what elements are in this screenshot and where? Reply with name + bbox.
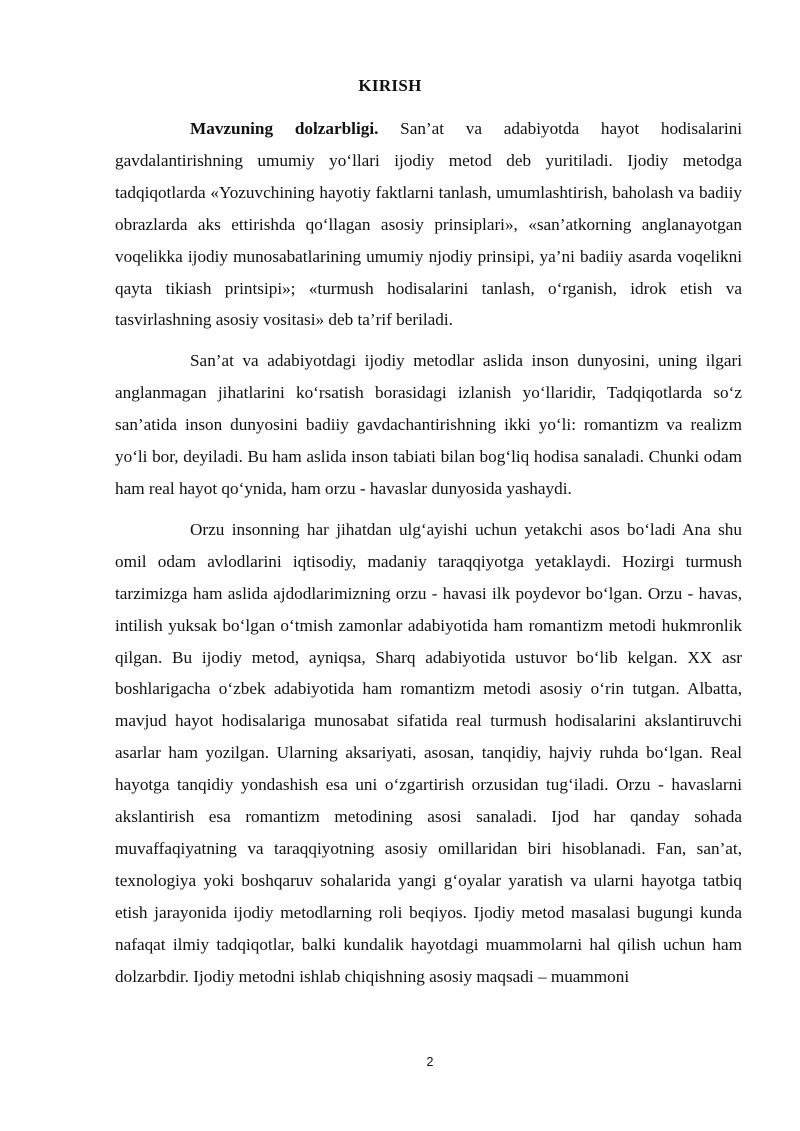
body-text xyxy=(115,113,742,992)
paragraph-lead: Mavzuning dolzarbligi. xyxy=(190,119,379,138)
paragraph-methods xyxy=(115,345,742,505)
page-number: 2 xyxy=(426,1055,434,1069)
paragraph-text: San’at va adabiyotdagi ijodiy metodlar aslida inson dunyosini, uning ilgari anglanmagan jihatlarini ko‘rsatish borasidagi izlanish yo‘llaridir, Tadqiqotlarda so‘z san’atida inson dunyosini badiiy gavdachantirishning ikki yo‘li: romantizm va realizm yo‘li bor, deyiladi. Bu ham aslida inson tabiati bilan bog‘liq hodisa sanaladi. Chunki odam ham real hayot qo‘ynida, ham orzu - havaslar dunyosida yashaydi. xyxy=(115,351,742,498)
paragraph-text: San’at va adabiyotda hayot hodisalarini gavdalantirishning umumiy yo‘llari ijodiy metod deb yuritiladi. Ijodiy metodga tadqiqotlarda «Yozuvchining hayotiy faktlarni tanlash, umumlashtirish, baholash va badiiy obrazlarda aks ettirishda qo‘llagan asosiy prinsiplari», «san’atkorning anglanayotgan voqelikka ijodiy munosabatlarining umumiy njodiy prinsipi, ya’ni badiiy asarda voqelikni qayta tikiash printsipi»; «turmush hodisalarini tanlash, o‘rganish, idrok etish va tasvirlashning asosiy vositasi» deb ta’rif beriladi. xyxy=(115,119,742,330)
section-heading: KIRISH xyxy=(358,76,422,95)
paragraph-text: Orzu insonning har jihatdan ulg‘ayishi uchun yetakchi asos bo‘ladi Ana shu omil odam avlodlarini iqtisodiy, madaniy taraqqiyotga yetaklaydi. Hozirgi turmush tarzimizga ham aslida ajdodlarimizning orzu - havasi ilk poydevor bo‘lgan. Orzu - havas, intilish yuksak bo‘lgan o‘tmish zamonlar adabiyotida ham romantizm metodi hukmronlik qilgan. Bu ijodiy metod, ayniqsa, Sharq adabiyotida ustuvor bo‘lib kelgan. XX asr boshlarigacha o‘zbek adabiyotida ham romantizm metodi asosiy o‘rin tutgan. Albatta, mavjud hayot hodisalariga munosabat sifatida real turmush hodisalarini akslantiruvchi asarlar ham yozilgan. Ularning aksariyati, asosan, tanqidiy, hajviy ruhda bo‘lgan. Real hayotga tanqidiy yondashish esa uni o‘zgartirish orzusidan tug‘iladi. Orzu - havaslarni akslantirish esa romantizm metodining asosi sanaladi. Ijod har qanday sohada muvaffaqiyatning va taraqqiyotning asosiy omillaridan biri hisoblanadi. Fan, san’at, texnologiya yoki boshqaruv sohalarida yangi g‘oyalar yaratish va ularni hayotga tatbiq etish jarayonida ijodiy metodlarning roli beqiyos. Ijodiy metod masalasi bugungi kunda nafaqat ilmiy tadqiqotlar, balki kundalik hayotdagi muammolarni hal qilish uchun ham dolzarbdir. Ijodiy metodni ishlab chiqishning asosiy maqsadi – muammoni xyxy=(115,519,742,986)
paragraph-dream xyxy=(115,514,742,993)
paragraph-relevance xyxy=(115,113,742,336)
